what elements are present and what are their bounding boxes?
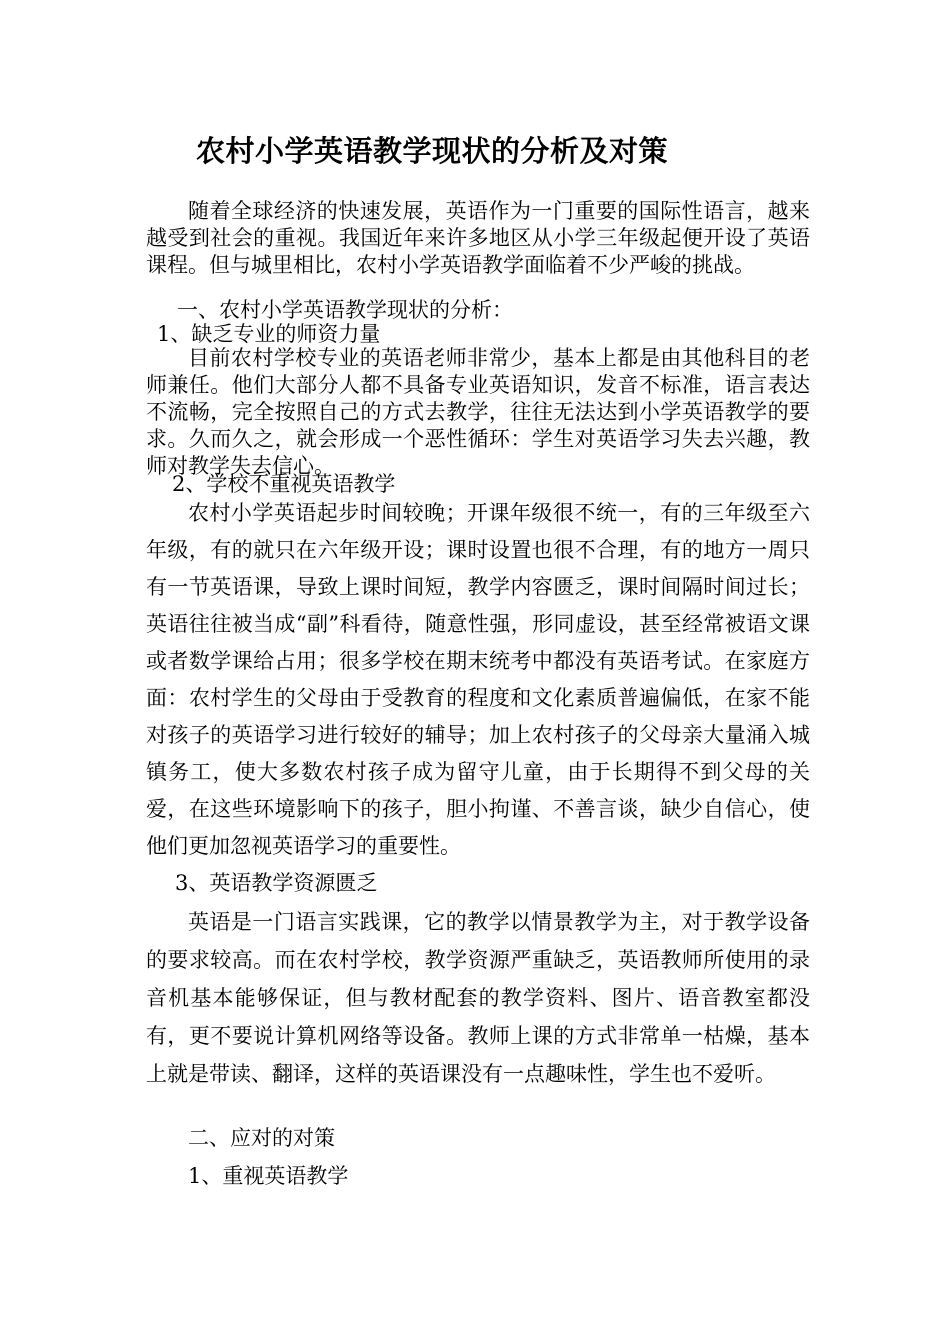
subsection-1-3-heading: 3、英语教学资源匮乏 <box>175 871 378 895</box>
subsection-1-3-paragraph: 英语是一门语言实践课，它的教学以情景教学为主，对于教学设备的要求较高。而在农村学校，教学资源严重缺乏，英语教师所使用的录音机基本能够保证，但与教材配套的教学资料、图片、语音教室都没有，更不要说计算机网络等设备。教师上课的方式非常单一枯燥，基本上就是带读、翻译，这样的英语课没有一点趣味性，学生也不爱听。 <box>146 910 810 1086</box>
section-1-heading: 一、农村小学英语教学现状的分析： <box>177 298 513 322</box>
subsection-2-1-heading: 1、重视英语教学 <box>188 1164 349 1188</box>
subsection-1-2-paragraph: 农村小学英语起步时间较晚；开课年级很不统一，有的三年级至六年级，有的就只在六年级开设；课时设置也很不合理，有的地方一周只有一节英语课，导致上课时间短，教学内容匮乏，课时间隔时间过长；英语往往被当成“副”科看待，随意性强，形同虚设，甚至经常被语文课或者数学课给占用；很多学校在期末统考中都没有英语考试。在家庭方面：农村学生的父母由于受教育的程度和文化素质普遍偏低，在家不能对孩子的英语学习进行较好的辅导；加上农村孩子的父母亲大量涌入城镇务工，使大多数农村孩子成为留守儿童，由于长期得不到父母的关爱，在这些环境影响下的孩子，胆小拘谨、不善言谈，缺少自信心，使他们更加忽视英语学习的重要性。 <box>146 501 810 858</box>
subsection-1-1-heading: 1、缺乏专业的师资力量 <box>157 322 381 346</box>
section-2-heading: 二、应对的对策 <box>188 1126 335 1150</box>
intro-paragraph: 随着全球经济的快速发展，英语作为一门重要的国际性语言，越来越受到社会的重视。我国近年来许多地区从小学三年级起便开设了英语课程。但与城里相比，农村小学英语教学面临着不少严峻的挑战。 <box>146 199 810 277</box>
document-title: 农村小学英语教学现状的分析及对策 <box>196 134 669 168</box>
subsection-1-2-heading: 2、学校不重视英语教学 <box>172 472 396 496</box>
subsection-1-1-paragraph: 目前农村学校专业的英语老师非常少，基本上都是由其他科目的老师兼任。他们大部分人都不具备专业英语知识，发音不标准，语言表达不流畅，完全按照自己的方式去教学，往往无法达到小学英语教学的要求。久而久之，就会形成一个恶性循环：学生对英语学习失去兴趣，教师对教学失去信心。 <box>146 346 810 478</box>
